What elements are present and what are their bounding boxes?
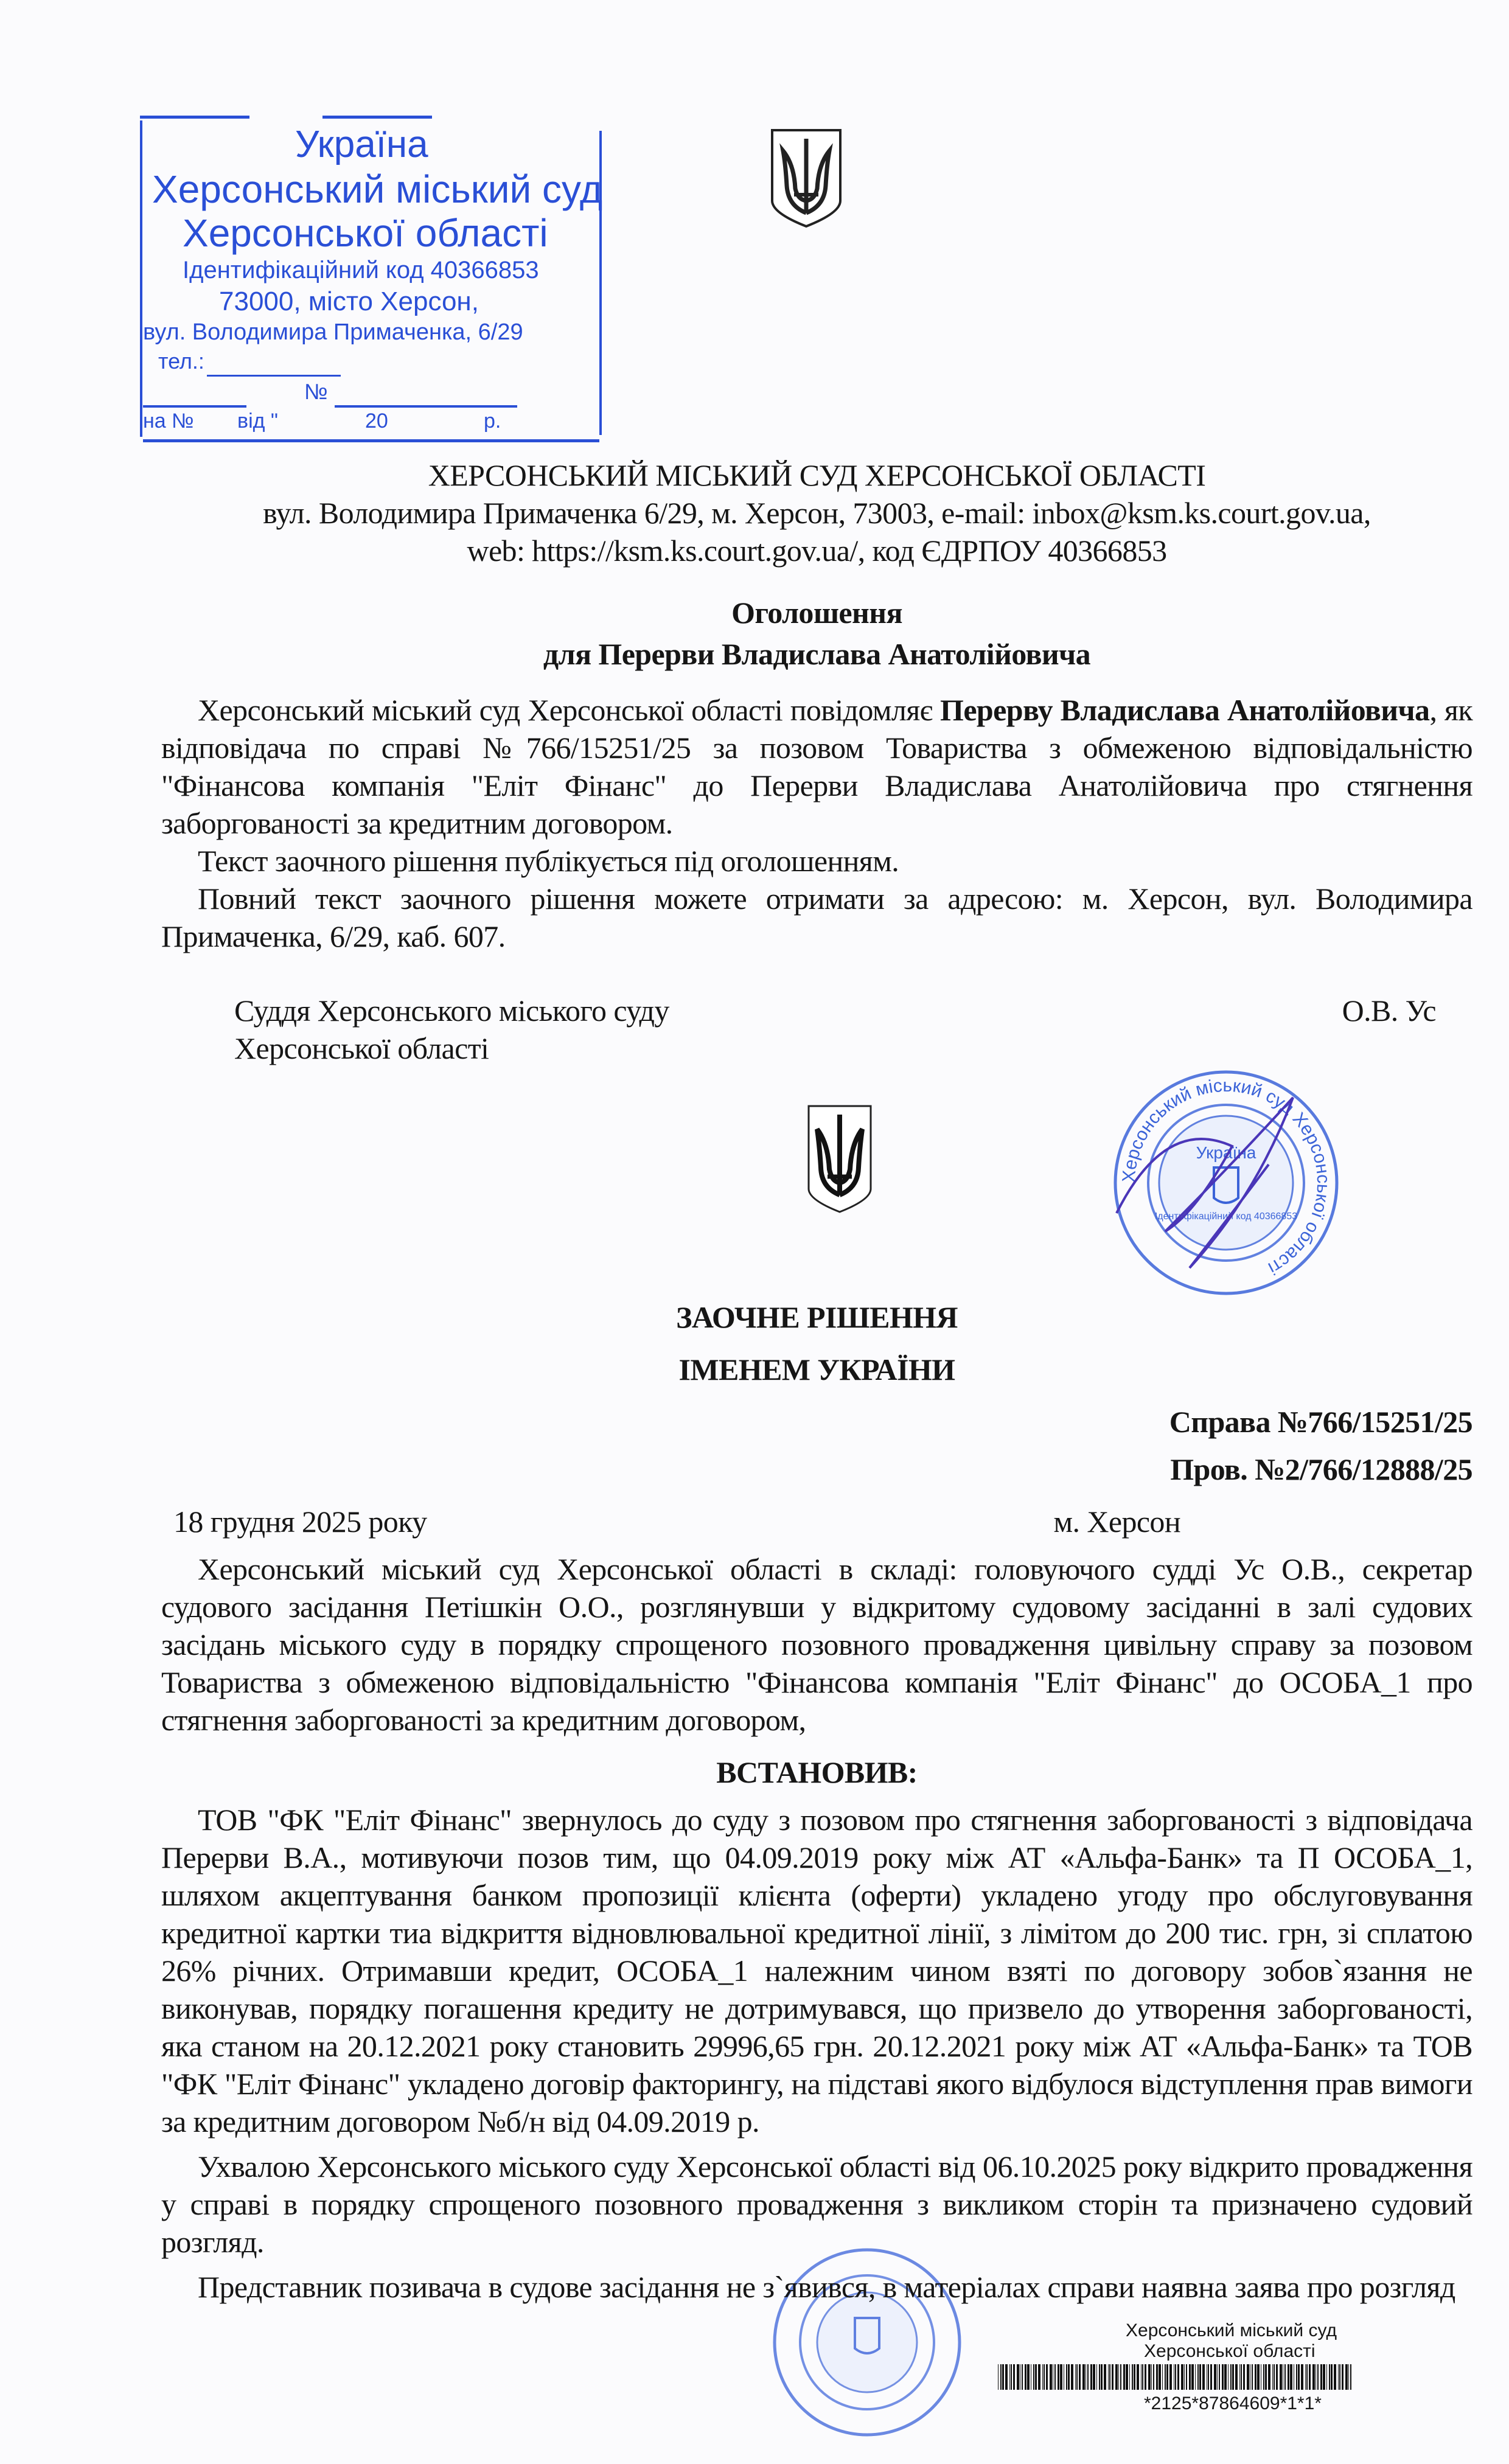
stamp-country: Україна (295, 124, 428, 165)
barcode-bar (1305, 2364, 1306, 2390)
judge-signature-block (161, 992, 1472, 1067)
notice-text: , як відповідача по справі №766/15251/25 за позовом Товариства з обмеженою відповідальністю "Фінансова компанія "Еліт Фінанс" до Перерви Владислава Анатолійовича про стягнення заборгованості за кредитним договором. (161, 693, 1473, 840)
barcode-bar (1257, 2364, 1260, 2390)
barcode-bar (1068, 2364, 1070, 2390)
barcode-bar (1298, 2364, 1300, 2390)
barcode-bar (1115, 2364, 1118, 2390)
proceeding-number: Пров. №2/766/12888/25 (1170, 1452, 1472, 1486)
barcode-bar (1166, 2364, 1168, 2390)
barcode-bar (1035, 2364, 1037, 2390)
decision-intro: Херсонський міський суд Херсонської області в складі: головуючого судді Ус О.В., секретар судового засідання Петішкін О.О., розглянувши у відкритому судовому засіданні в залі судових засідань міського суду в порядку спрощеного позовного провадження цивільну справу за позовом Товариства з обмеженою відповідальністю "Фінансова компанія "Еліт Фінанс" до ОСОБА_1 про стягнення заборгованості за кредитним договором, (161, 1552, 1472, 1737)
barcode-bar (1334, 2364, 1336, 2390)
case-number: Справа №766/15251/25 (1169, 1405, 1472, 1439)
barcode-bar (1326, 2364, 1327, 2390)
barcode-bar (1232, 2364, 1234, 2390)
barcode-bar (1323, 2364, 1325, 2390)
barcode-bar (1148, 2364, 1151, 2390)
barcode-bar (1118, 2364, 1119, 2390)
barcode-bar (1079, 2364, 1081, 2390)
stamp-court-line2: Херсонської області (183, 211, 548, 255)
coat-of-arms-icon (770, 128, 843, 228)
barcode (998, 2364, 1472, 2390)
barcode-bar (1033, 2364, 1034, 2390)
barcode-bar (1276, 2364, 1278, 2390)
stamp-bottom-border (143, 439, 599, 442)
barcode-bar (1153, 2364, 1154, 2390)
barcode-bar (1108, 2364, 1109, 2390)
barcode-bar (1331, 2364, 1333, 2390)
representative-paragraph: Представник позивача в судове засідання не з`явився, в матеріалах справи наявна заява про розгляд (198, 2270, 1455, 2304)
barcode-bar (1145, 2364, 1146, 2390)
stamp-street: вул. Володимира Примаченка, 6/29 (143, 319, 523, 345)
barcode-bar (1060, 2364, 1062, 2390)
barcode-text: *2125*87864609*1*1* (1144, 2393, 1322, 2414)
barcode-bar (1241, 2364, 1242, 2390)
barcode-bar (1284, 2364, 1286, 2390)
coat-of-arms-icon (806, 1104, 873, 1213)
barcode-bar (1038, 2364, 1040, 2390)
barcode-bar (1189, 2364, 1191, 2390)
barcode-bar (1290, 2364, 1292, 2390)
barcode-bar (1027, 2364, 1030, 2390)
barcode-bar (1263, 2364, 1264, 2390)
barcode-bar (1208, 2364, 1209, 2390)
barcode-bar (1022, 2364, 1023, 2390)
barcode-bar (1255, 2364, 1256, 2390)
barcode-bar (1075, 2364, 1076, 2390)
barcode-bar (1025, 2364, 1026, 2390)
barcode-bar (1306, 2364, 1308, 2390)
barcode-bar (1109, 2364, 1110, 2390)
stamp-field-line (143, 405, 246, 408)
court-web: web: https://ksm.ks.court.gov.ua/, код ЄДРПОУ 40366853 (467, 534, 1167, 568)
barcode-bar (1268, 2364, 1270, 2390)
barcode-bar (1320, 2364, 1322, 2390)
footer (161, 2318, 1472, 2440)
barcode-bar (1120, 2364, 1121, 2390)
barcode-bar (1151, 2364, 1152, 2390)
barcode-bar (1272, 2364, 1273, 2390)
barcode-bar (1156, 2364, 1158, 2390)
stamp-border (322, 116, 432, 119)
barcode-bar (1191, 2364, 1194, 2390)
barcode-bar (1087, 2364, 1089, 2390)
barcode-bar (1082, 2364, 1085, 2390)
barcode-bar (1199, 2364, 1201, 2390)
stamp-year-suffix: р. (484, 409, 501, 433)
barcode-bar (1000, 2364, 1002, 2390)
letterhead (140, 116, 1472, 456)
barcode-bar (1348, 2364, 1349, 2390)
barcode-bar (1243, 2364, 1245, 2390)
barcode-bar (1046, 2364, 1048, 2390)
barcode-bar (1342, 2364, 1343, 2390)
ruling-paragraph: Ухвалою Херсонського міського суду Херсонської області від 06.10.2025 року відкрито провадження у справі в порядку спрощеного позовного провадження з викликом сторін та призначено судовий розгляд. (161, 2149, 1472, 2259)
facts-paragraph: ТОВ "ФК "Еліт Фінанс" звернулось до суду з позовом про стягнення заборгованості з відповідача Перерви В.А., мотивуючи позов тим, що 04.09.2019 року між АТ «Альфа-Банк» та П ОСОБА_1, шляхом акцептування банком пропозиції клієнта (оферти) укладено угоду про обслуговування кредитної картки тиа відкриття відновлювальної кредитної лінії, з лімітом до 200 тис. грн, зі сплатою 26% річних. Отримавши кредит, ОСОБА_1 належним чином взяті по договору зобов`язання не виконував, порядку погашення кредиту не дотримувався, що призвело до утворення заборгованості, яка станом на 20.12.2021 року становить 29996,65 грн. 20.12.2021 року між АТ «Альфа-Банк» та ТОВ "ФК "Еліт Фінанс" укладено договір факторингу, на підставі якого відбулося відступлення прав вимоги за кредитним договором №б/н від 04.09.2019 р. (161, 1803, 1472, 2139)
seal-row (161, 1067, 1472, 1298)
barcode-bar (1296, 2364, 1297, 2390)
seal-code-text: Ідентифікаційний код 40366853 (1154, 1211, 1298, 1222)
stamp-ref-label: на № (143, 409, 194, 433)
barcode-bar (1301, 2364, 1303, 2390)
barcode-bar (1274, 2364, 1275, 2390)
decision-date: 18 грудня 2025 року (173, 1505, 427, 1539)
barcode-bar (1123, 2364, 1125, 2390)
notice-paragraph (161, 691, 1472, 842)
barcode-bar (1252, 2364, 1253, 2390)
stamp-from-label: від " (237, 409, 278, 433)
seal-country-text: Україна (1196, 1143, 1256, 1162)
barcode-bar (1169, 2364, 1172, 2390)
barcode-bar (1239, 2364, 1240, 2390)
barcode-bar (1280, 2364, 1282, 2390)
barcode-bar (1104, 2364, 1106, 2390)
notice-publication-text: Текст заочного рішення публікується під оголошенням. (198, 844, 899, 878)
barcode-bar (1184, 2364, 1185, 2390)
barcode-bar (1195, 2364, 1196, 2390)
barcode-bar (1101, 2364, 1103, 2390)
barcode-bar (1350, 2364, 1351, 2390)
barcode-bar (1017, 2364, 1019, 2390)
barcode-bar (1058, 2364, 1059, 2390)
barcode-bar (1134, 2364, 1135, 2390)
barcode-bar (1071, 2364, 1073, 2390)
barcode-bar (1076, 2364, 1078, 2390)
stamp-id-code: Ідентифікаційний код 40366853 (183, 257, 539, 284)
stamp-border (140, 116, 249, 119)
barcode-bar (1165, 2364, 1166, 2390)
barcode-bar (1317, 2364, 1319, 2390)
decision-title: ЗАОЧНЕ РІШЕННЯ (676, 1300, 958, 1334)
barcode-bar (1066, 2364, 1067, 2390)
barcode-bar (1222, 2364, 1224, 2390)
barcode-bar (1181, 2364, 1183, 2390)
barcode-bar (1288, 2364, 1289, 2390)
established-heading: ВСТАНОВИВ: (716, 1755, 918, 1789)
stamp-year-label: 20 (365, 409, 388, 433)
barcode-bar (1214, 2364, 1216, 2390)
stamp-border (140, 120, 142, 437)
barcode-bar (1175, 2364, 1176, 2390)
barcode-bar (1329, 2364, 1330, 2390)
court-address: вул. Володимира Примаченка 6/29, м. Херсон, 73003, e-mail: inbox@ksm.ks.court.gov.ua, (263, 496, 1371, 530)
barcode-bar (1219, 2364, 1220, 2390)
footer-court-line2: Херсонської області (1144, 2341, 1316, 2361)
barcode-bar (1309, 2364, 1311, 2390)
barcode-bar (1137, 2364, 1139, 2390)
barcode-bar (1202, 2364, 1205, 2390)
barcode-bar (1265, 2364, 1267, 2390)
barcode-bar (1126, 2364, 1128, 2390)
barcode-bar (1230, 2364, 1232, 2390)
barcode-bar (1093, 2364, 1095, 2390)
date-place-row (161, 1503, 1472, 1540)
barcode-bar (1217, 2364, 1218, 2390)
judge-title-line1: Суддя Херсонського міського суду (234, 994, 669, 1028)
stamp-court-line1: Херсонський міський суд (152, 167, 603, 211)
notice-text: Херсонський міський суд Херсонської області повідомляє (198, 693, 941, 727)
notice-title: Оголошення (731, 596, 902, 630)
barcode-bar (1224, 2364, 1227, 2390)
court-seal (1110, 1067, 1342, 1298)
barcode-bar (1090, 2364, 1092, 2390)
court-name-header: ХЕРСОНСЬКИЙ МІСЬКИЙ СУД ХЕРСОНСЬКОЇ ОБЛАСТІ (428, 458, 1206, 492)
barcode-bar (1132, 2364, 1133, 2390)
barcode-bar (1235, 2364, 1238, 2390)
barcode-bar (1050, 2364, 1052, 2390)
stamp-field-line (335, 405, 517, 408)
barcode-bar (1162, 2364, 1163, 2390)
barcode-bar (1177, 2364, 1179, 2390)
decision-subtitle: ІМЕНЕМ УКРАЇНИ (678, 1352, 955, 1387)
stamp-field-line (207, 375, 341, 377)
barcode-bar (1339, 2364, 1340, 2390)
barcode-bar (1009, 2364, 1010, 2390)
barcode-bar (1042, 2364, 1043, 2390)
defendant-name: Перерву Владислава Анатолійовича (940, 693, 1430, 727)
barcode-bar (1112, 2364, 1113, 2390)
barcode-bar (1129, 2364, 1130, 2390)
barcode-bar (1005, 2364, 1008, 2390)
seal-ring-text: Херсонський міський суд Херсонської області (1118, 1075, 1334, 1279)
barcode-bar (1099, 2364, 1100, 2390)
stamp-no-label: № (304, 379, 328, 404)
decision-city: м. Херсон (1053, 1505, 1180, 1539)
barcode-bar (1312, 2364, 1315, 2390)
barcode-bar (1054, 2364, 1056, 2390)
barcode-bar (1013, 2364, 1015, 2390)
barcode-bar (1197, 2364, 1199, 2390)
barcode-bar (1210, 2364, 1212, 2390)
barcode-bar (1002, 2364, 1004, 2390)
registration-stamp (140, 116, 603, 444)
barcode-bar (1186, 2364, 1187, 2390)
barcode-bar (1142, 2364, 1143, 2390)
stamp-tel-label: тел.: (158, 349, 204, 374)
barcode-bar (1345, 2364, 1348, 2390)
barcode-bar (1044, 2364, 1045, 2390)
barcode-bar (1159, 2364, 1161, 2390)
barcode-bar (1096, 2364, 1097, 2390)
judge-name: О.В. Ус (1342, 994, 1436, 1028)
judge-title (161, 992, 669, 1067)
barcode-bar (1247, 2364, 1249, 2390)
stamp-city: 73000, місто Херсон, (219, 287, 479, 316)
footer-court-line1: Херсонський міський суд (1126, 2320, 1337, 2340)
notice-address-text: Повний текст заочного рішення можете отримати за адресою: м. Херсон, вул. Володимира Примаченка, 6/29, каб. 607. (161, 882, 1472, 953)
barcode-bar (1338, 2364, 1339, 2390)
notice-subtitle: для Перерви Владислава Анатолійовича (543, 637, 1091, 671)
judge-title-line2: Херсонської області (234, 1031, 489, 1065)
barcode-bar (1011, 2364, 1012, 2390)
